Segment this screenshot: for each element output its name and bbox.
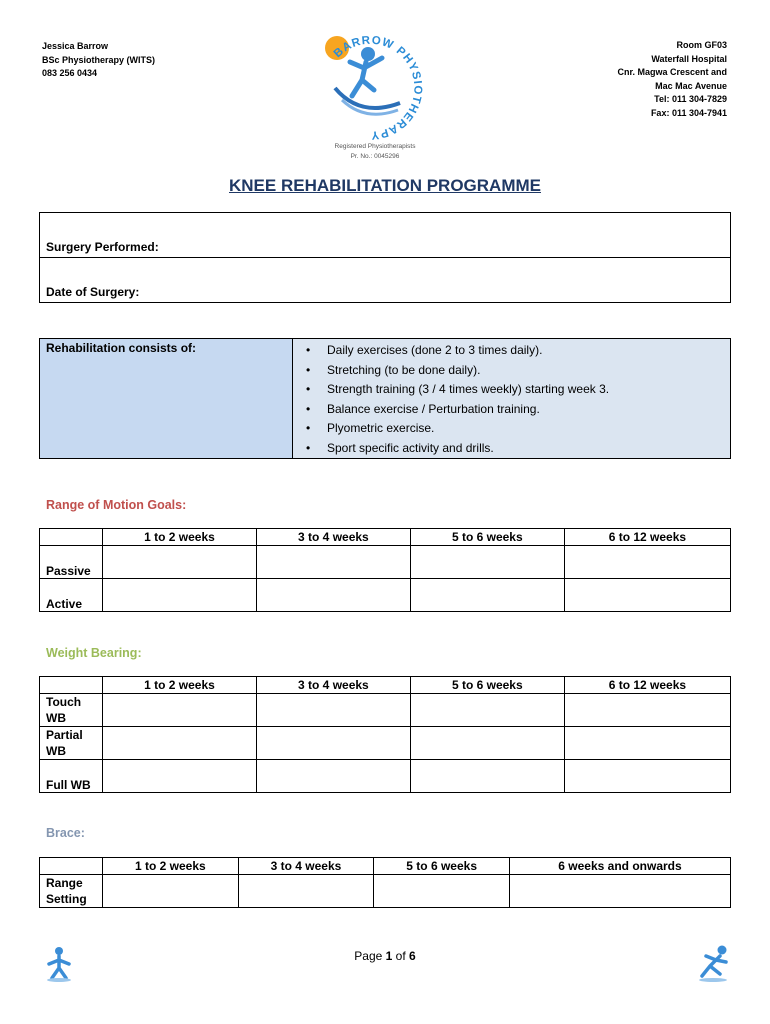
input-cell[interactable] xyxy=(256,546,410,579)
rehab-label: Rehabilitation consists of: xyxy=(40,339,293,459)
list-item: • Sport specific activity and drills. xyxy=(327,439,724,459)
col-header: 6 to 12 weeks xyxy=(564,677,730,694)
row-label-full-wb: Full WB xyxy=(40,760,103,793)
input-cell[interactable] xyxy=(256,727,410,760)
list-item: • Stretching (to be done daily). xyxy=(327,361,724,381)
col-header: 5 to 6 weeks xyxy=(374,858,510,875)
page-word: Page xyxy=(354,949,383,963)
list-item: • Strength training (3 / 4 times weekly) starting week 3. xyxy=(327,380,724,400)
input-cell[interactable] xyxy=(410,760,564,793)
input-cell[interactable] xyxy=(103,546,257,579)
row-label-partial-wb: Partial WB xyxy=(40,727,103,760)
input-cell[interactable] xyxy=(410,546,564,579)
row-label-range-setting: Range Setting xyxy=(40,875,103,908)
practice-number: Pr. No.: 0045296 xyxy=(350,153,400,160)
list-item: • Plyometric exercise. xyxy=(327,419,724,439)
col-header: 5 to 6 weeks xyxy=(410,677,564,694)
input-cell[interactable] xyxy=(103,694,257,727)
brace-heading: Brace: xyxy=(46,826,85,840)
row-label-active: Active xyxy=(40,579,103,612)
input-cell[interactable] xyxy=(410,694,564,727)
weight-bearing-heading: Weight Bearing: xyxy=(46,646,142,660)
input-cell[interactable] xyxy=(564,694,730,727)
col-header: 1 to 2 weeks xyxy=(103,677,257,694)
rehabilitation-table xyxy=(39,338,731,459)
corner-cell xyxy=(40,677,103,694)
input-cell[interactable] xyxy=(103,727,257,760)
input-cell[interactable] xyxy=(256,760,410,793)
list-item: • Daily exercises (done 2 to 3 times daily). xyxy=(327,341,724,361)
date-of-surgery-field[interactable]: Date of Surgery: xyxy=(40,258,731,303)
col-header: 6 to 12 weeks xyxy=(564,529,730,546)
input-cell[interactable] xyxy=(238,875,374,908)
page-indicator xyxy=(0,949,770,963)
page-total: 6 xyxy=(409,949,416,963)
input-cell[interactable] xyxy=(103,760,257,793)
practitioner-info xyxy=(42,40,155,81)
input-cell[interactable] xyxy=(564,546,730,579)
kicking-figure-icon xyxy=(696,944,730,987)
of-word: of xyxy=(395,949,406,963)
col-header: 6 weeks and onwards xyxy=(509,858,730,875)
page-title: KNEE REHABILITATION PROGRAMME xyxy=(229,176,541,195)
telephone: Tel: 011 304-7829 xyxy=(654,94,727,104)
registration-label: Registered Physiotherapists xyxy=(334,143,416,150)
rehab-list xyxy=(299,341,724,458)
input-cell[interactable] xyxy=(410,727,564,760)
rom-table xyxy=(39,528,731,612)
col-header: 3 to 4 weeks xyxy=(238,858,374,875)
col-header: 1 to 2 weeks xyxy=(103,858,239,875)
weight-bearing-table xyxy=(39,676,731,793)
address-hospital: Waterfall Hospital xyxy=(651,53,727,64)
input-cell[interactable] xyxy=(256,694,410,727)
rehab-list-cell xyxy=(293,339,731,459)
input-cell[interactable] xyxy=(564,579,730,612)
address-street-2: Mac Mac Avenue xyxy=(655,80,727,91)
surgery-performed-field[interactable]: Surgery Performed: xyxy=(40,213,731,258)
practitioner-name: Jessica Barrow xyxy=(42,41,109,51)
surgery-details-table xyxy=(39,212,731,303)
practitioner-phone: 083 256 0434 xyxy=(42,68,98,78)
corner-cell xyxy=(40,858,103,875)
brace-table xyxy=(39,857,731,908)
input-cell[interactable] xyxy=(374,875,510,908)
input-cell[interactable] xyxy=(103,579,257,612)
col-header: 5 to 6 weeks xyxy=(410,529,564,546)
practice-address xyxy=(617,39,727,120)
practitioner-qualification: BSc Physiotherapy (WITS) xyxy=(42,54,156,65)
col-header: 1 to 2 weeks xyxy=(103,529,257,546)
input-cell[interactable] xyxy=(410,579,564,612)
col-header: 3 to 4 weeks xyxy=(256,529,410,546)
input-cell[interactable] xyxy=(256,579,410,612)
page-number: 1 xyxy=(385,949,393,963)
input-cell[interactable] xyxy=(564,760,730,793)
row-label-touch-wb: Touch WB xyxy=(40,694,103,727)
list-item: • Balance exercise / Perturbation training. xyxy=(327,400,724,420)
registration-info xyxy=(300,142,450,162)
rom-heading: Range of Motion Goals: xyxy=(46,498,187,512)
address-room: Room GF03 xyxy=(676,40,727,50)
fax: Fax: 011 304-7941 xyxy=(650,107,727,118)
row-label-passive: Passive xyxy=(40,546,103,579)
corner-cell xyxy=(40,529,103,546)
col-header: 3 to 4 weeks xyxy=(256,677,410,694)
address-street-1: Cnr. Magwa Crescent and xyxy=(617,67,727,77)
input-cell[interactable] xyxy=(509,875,730,908)
svg-text:BARROW PHYSIOTHERAPY: BARROW PHYSIOTHERAPY xyxy=(331,34,424,141)
input-cell[interactable] xyxy=(564,727,730,760)
input-cell[interactable] xyxy=(103,875,239,908)
